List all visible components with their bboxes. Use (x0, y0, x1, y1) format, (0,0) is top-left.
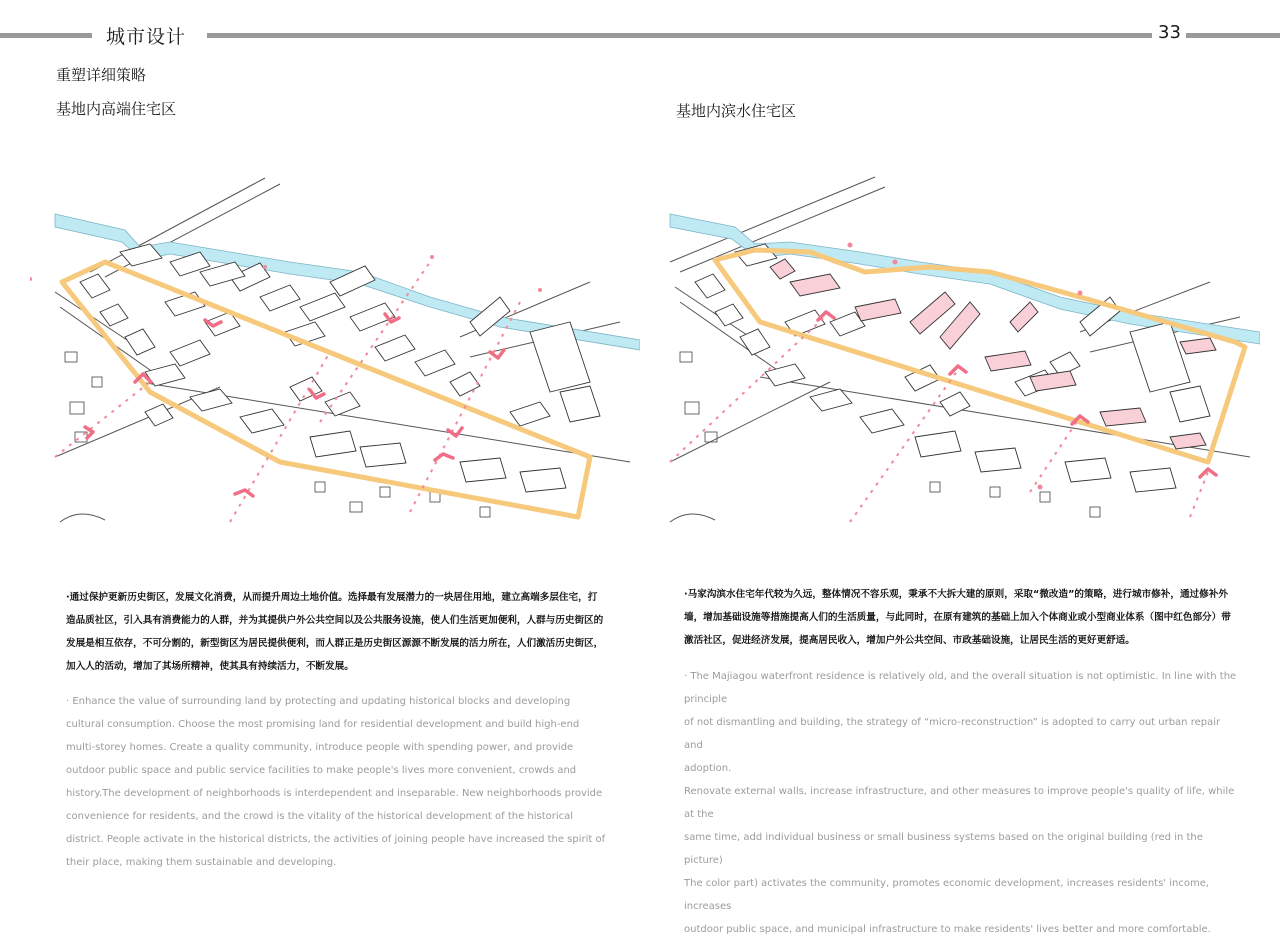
right-english-line: same time, add individual business or small business systems based on the original building (red in the picture) (684, 832, 1203, 866)
left-subtitle: 基地内高端住宅区 (56, 100, 177, 118)
right-english-line: outdoor public space, and municipal infrastructure to make residents' lives better and more comfortable. (684, 924, 1211, 935)
right-english-line: · The Majiagou waterfront residence is relatively old, and the overall situation is not optimistic. In line with the principle (684, 671, 1237, 705)
right-english-line: The color part) activates the community, promotes economic development, increases residents' income, increases (684, 878, 1210, 912)
header-rule-right (1186, 33, 1280, 38)
waterfront-residential-diagram (660, 172, 1260, 532)
header-rule-left (0, 33, 92, 38)
header-rule-middle (207, 33, 1152, 38)
header-title: 城市设计 (106, 26, 187, 48)
high-end-residential-diagram (30, 172, 640, 532)
right-chinese-paragraph: ·马家沟滨水住宅年代较为久远，整体情况不容乐观，秉承不大拆大建的原则，采取“微改造”的策略，进行城市修补，通过修补外墙，增加基础设施等措施提高人们的生活质量，与此同时，在原有建筑的基础上加入个体商业或小型商业体系（图中红色部分）带激活社区，促进经济发展，提高居民收入，增加户外公共空间、市政基础设施，让居民生活的更好更舒适。 (684, 589, 1231, 646)
section-title: 重塑详细策略 (56, 66, 147, 84)
right-chinese-description (684, 583, 1234, 652)
right-subtitle: 基地内滨水住宅区 (676, 102, 797, 120)
left-chinese-paragraph: ·通过保护更新历史街区，发展文化消费，从而提升周边土地价值。选择最有发展潜力的一块居住用地，建立高端多层住宅，打造品质社区，引入具有消费能力的人群，并为其提供户外公共空间以及公共服务设施，使人们生活更加便利，人群与历史街区的发展是相互依存，不可分割的，新型街区为居民提供便利，而人群正是历史街区源源不断发展的活力所在，人们激活历史街区，加入人的活动，增加了其场所精神，使其具有持续活力，不断发展。 (66, 592, 604, 672)
left-english-paragraph: · Enhance the value of surrounding land by protecting and updating historical blocks and developing cultural consumption. Choose the most promising land for residential development and build high-end multi-storey homes. Create a quality community, introduce people with spending power, and provide outdoor public space and public service facilities to make people's lives more convenient, crowds and history.The development of neighborhoods is interdependent and inseparable. New neighborhoods provide convenience for residents, and the crowd is the vitality of the historical development of the historical district. People activate in the historical districts, the activities of joining people have increased the spirit of their place, making them sustainable and developing. (66, 696, 606, 868)
right-english-line: Renovate external walls, increase infrastructure, and other measures to improve people's quality of life, while at the (684, 786, 1235, 820)
page-number: 33 (1158, 22, 1181, 43)
right-english-line: of not dismantling and building, the strategy of “micro-reconstruction” is adopted to carry out urban repair and (684, 717, 1221, 751)
left-chinese-description (66, 586, 606, 678)
right-english-description (684, 665, 1240, 941)
right-english-line: adoption. (684, 763, 732, 774)
left-english-description (66, 690, 611, 874)
